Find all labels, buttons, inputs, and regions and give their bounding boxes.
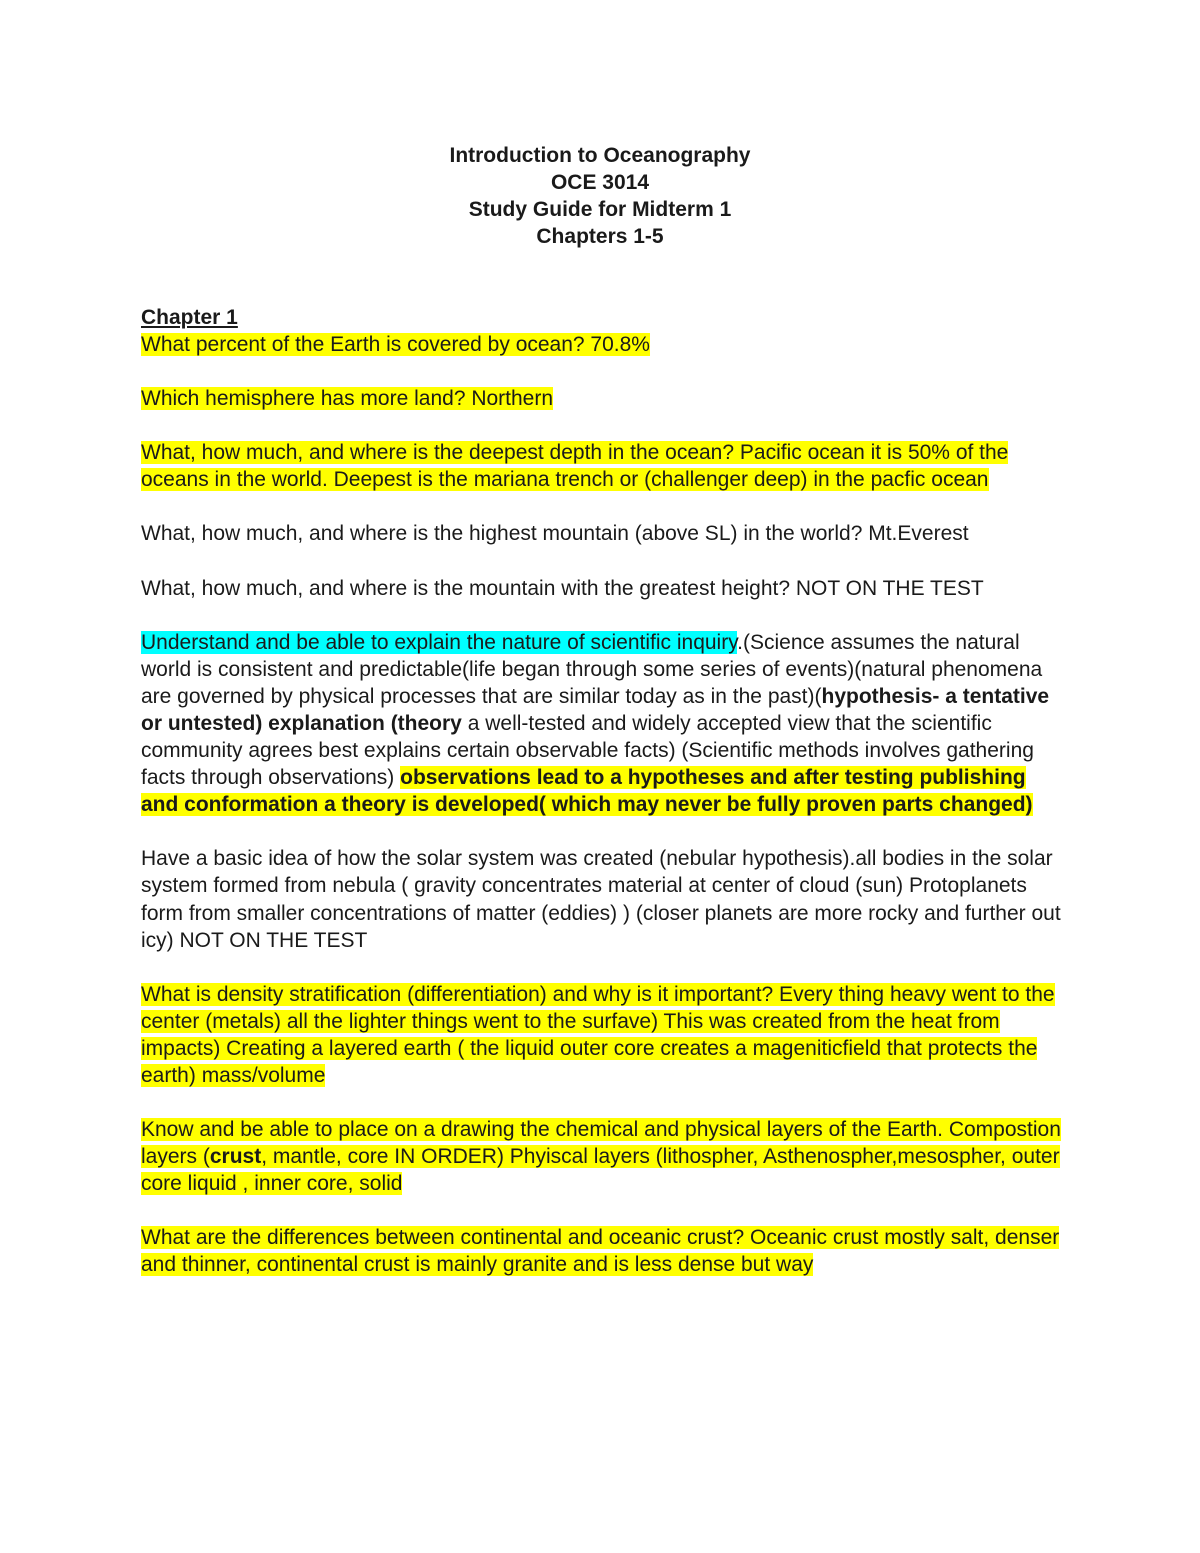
- highlighted-text: What percent of the Earth is covered by ocean? 70.8%: [141, 333, 650, 357]
- highlighted-text: Know and be able to place on a drawing the chemical and physical layers of the Earth. Compostion layers (: [141, 1118, 1061, 1169]
- highlighted-text: What is density stratification (differentiation) and why is it important? Every thing heavy went to the center (metals) all the lighter things went to the surfave) This was created from the heat from impacts) Creating a layered earth ( the liquid outer core creates a mageniticfield that protects the earth) mass/volume: [141, 982, 1055, 1087]
- guide-title: Study Guide for Midterm 1: [468, 198, 732, 221]
- document-header: [0, 142, 1200, 250]
- highlighted-text: , mantle, core IN ORDER) Phyiscal layers (lithospher, Asthenospher,mesospher, outer core liquid , inner core, solid: [141, 1145, 1060, 1196]
- cyan-highlighted-text: Understand and be able to explain the nature of scientific inquiry: [141, 630, 738, 654]
- question-deepest-depth: [141, 439, 1061, 493]
- question-solar-system: Have a basic idea of how the solar system was created (nebular hypothesis).all bodies in the solar system formed from nebula ( gravity concentrates material at center of cloud (sun) Protoplanets form from smaller concentrations of matter (eddies) ) (closer planets are more rocky and further out icy) NOT ON THE TEST: [141, 847, 1061, 952]
- question-density-stratification: [141, 981, 1061, 1089]
- hypothesis-bold-text: hypothesis- a tentative or untested) explanation (theory: [141, 684, 1050, 735]
- question-ocean-coverage: [141, 331, 1061, 358]
- highlighted-text: What, how much, and where is the deepest depth in the ocean? Pacific ocean it is 50% of the oceans in the world. Deepest is the mariana trench or (challenger deep) in the pacfic ocean: [141, 441, 1009, 492]
- course-code: OCE 3014: [550, 171, 650, 194]
- chapters-range: Chapters 1-5: [536, 225, 664, 248]
- chapter-heading: Chapter 1: [141, 306, 238, 329]
- highlighted-text: What are the differences between continental and oceanic crust? Oceanic crust mostly salt, denser and thinner, continental crust is mainly granite and is less dense but way: [141, 1226, 1060, 1277]
- theory-text: a well-tested and widely accepted view that the scientific community agrees best explains certain observable facts) (Scientific methods involves gathering facts through observations): [141, 711, 1034, 790]
- question-scientific-inquiry: [141, 629, 1061, 819]
- question-crust-differences: [141, 1224, 1061, 1278]
- course-title: Introduction to Oceanography: [449, 144, 751, 167]
- document-body: [141, 304, 1061, 1306]
- question-hemisphere-land: [141, 385, 1061, 412]
- inquiry-text: .(Science assumes the natural world is consistent and predictable(life began through some series of events)(natural phenomena are governed by physical processes that are similar today as in the past)(: [141, 630, 1043, 708]
- question-greatest-height: What, how much, and where is the mountain with the greatest height? NOT ON THE TEST: [141, 576, 984, 600]
- highlighted-bold-text: observations lead to a hypotheses and after testing publishing and conformation a theory is developed( which may never be fully proven parts changed): [141, 766, 1033, 817]
- question-highest-mountain: What, how much, and where is the highest mountain (above SL) in the world? Mt.Everest: [141, 522, 969, 546]
- highlighted-text: Which hemisphere has more land? Northern: [141, 387, 554, 411]
- question-earth-layers: [141, 1116, 1061, 1197]
- crust-bold-text: crust: [209, 1145, 262, 1169]
